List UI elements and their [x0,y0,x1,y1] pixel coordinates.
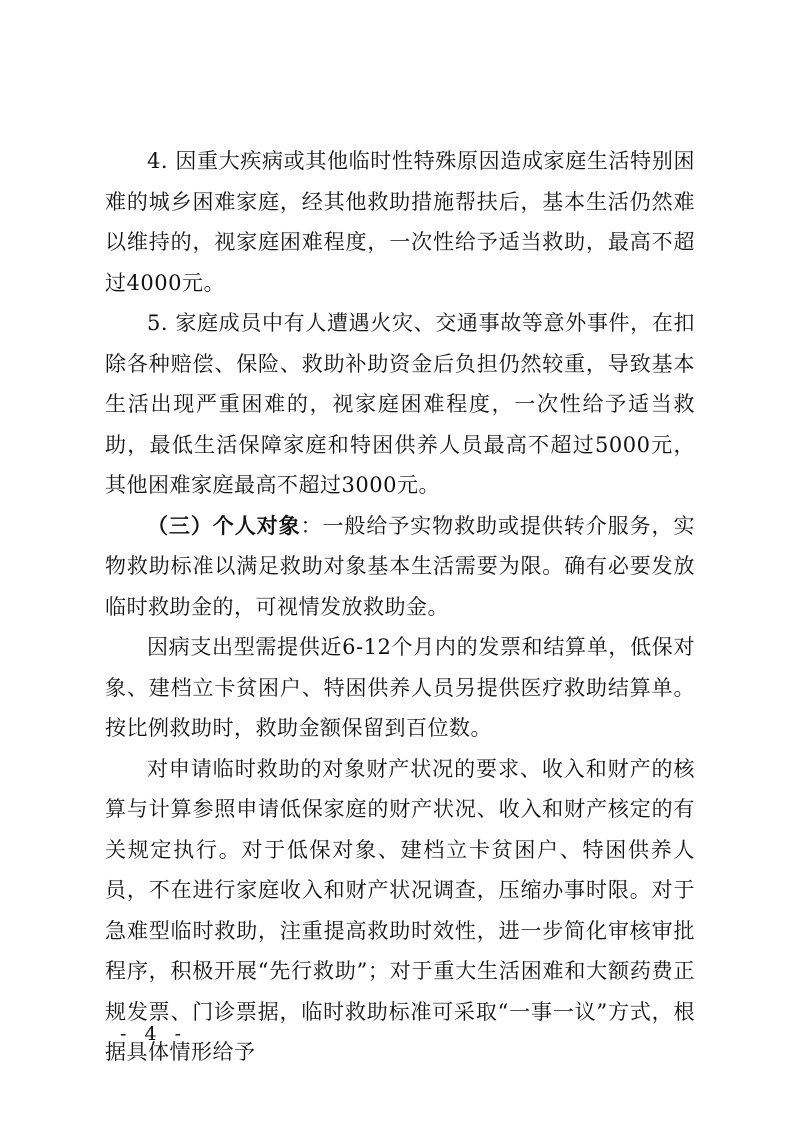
paragraph-text: 5. 家庭成员中有人遭遇火灾、交通事故等意外事件，在扣除各种赔偿、保险、救助补助资金后负担仍然较重，导致基本生活出现严重困难的，视家庭困难程度，一次性给予适当救助，最低生活保障家庭和特困供养人员最高不超过5000元，其他困难家庭最高不超过3000元。 [105,311,695,497]
section-heading: （三）个人对象 [147,512,301,538]
paragraph-text: ：一般给予实物救助或提供转介服务，实物救助标准以满足救助对象基本生活需要为限。确有必要发放临时救助金的，可视情发放救助金。 [105,513,695,619]
page-number: - 4 - [120,1023,188,1045]
paragraph-item-4 [105,141,695,303]
paragraph-item-5 [105,303,695,506]
paragraph-text: 因病支出型需提供近6-12个月内的发票和结算单，低保对象、建档立卡贫困户、特困供养人员另提供医疗救助结算单。按比例救助时，救助金额保留到百位数。 [105,635,695,740]
paragraph-text: 4. 因重大疾病或其他临时性特殊原因造成家庭生活特别困难的城乡困难家庭，经其他救助措施帮扶后，基本生活仍然难以维持的，视家庭困难程度，一次性给予适当救助，最高不超过4000元。 [105,149,695,295]
document-body [105,141,695,1073]
paragraph-illness-docs [105,627,695,749]
paragraph-application-rules [105,749,695,1073]
paragraph-text: 对申请临时救助的对象财产状况的要求、收入和财产的核算与计算参照申请低保家庭的财产状况、收入和财产核定的有关规定执行。对于低保对象、建档立卡贫困户、特困供养人员，不在进行家庭收入和财产状况调查，压缩办事时限。对于急难型临时救助，注重提高救助时效性，进一步简化审核审批程序，积极开展“先行救助”；对于重大生活困难和大额药费正规发票、门诊票据，临时救助标准可采取“一事一议”方式，根据具体情形给予 [105,756,695,1064]
paragraph-individual-objects [105,506,695,628]
